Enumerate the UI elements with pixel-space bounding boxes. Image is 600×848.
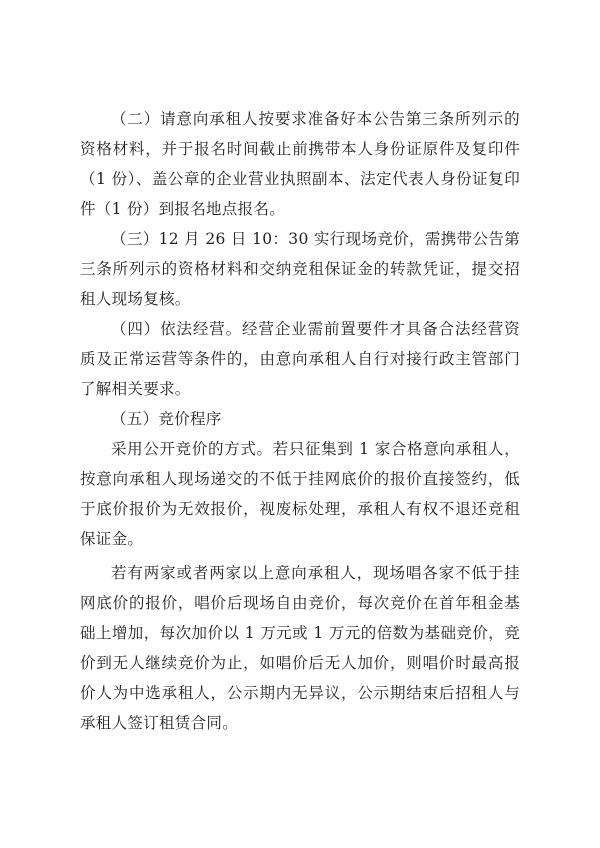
para-multiple-bidders: 若有两家或者两家以上意向承租人，现场唱各家不低于挂网底价的报价，唱价后现场自由竞价，每次竞价在首年租金基础上增加，每次加价以 1 万元或 1 万元的倍数为基础竞价，竞价到无人继续竞价为止，如唱价后无人加价，则唱价时最高报价人为中选承租人，公示期内无异议，公示期结束后招租人与承租人签订租赁合同。: [80, 564, 520, 732]
para-onsite-bidding-session: （三）12 月 26 日 10：30 实行现场竞价，需携带公告第三条所列示的资格材料和交纳竞租保证金的转款凭证，提交招租人现场复核。: [80, 230, 520, 308]
document-body: [80, 104, 520, 738]
para-registration-materials: （二）请意向承租人按要求准备好本公告第三条所列示的资格材料，并于报名时间截止前携带本人身份证原件及复印件（1 份）、盖公章的企业营业执照副本、法定代表人身份证复印件（1 份）到报名地点报名。: [80, 110, 520, 218]
para-lawful-operation: （四）依法经营。经营企业需前置要件才具备合法经营资质及正常运营等条件的，由意向承租人自行对接行政主管部门了解相关要求。: [80, 320, 520, 398]
para-open-bidding-single-bidder: 采用公开竞价的方式。若只征集到 1 家合格意向承租人，按意向承租人现场递交的不低于挂网底价的报价直接签约，低于底价报价为无效报价，视废标处理，承租人有权不退还竞租保证金。: [80, 440, 520, 548]
heading-bidding-procedure: （五）竞价程序: [111, 410, 222, 428]
